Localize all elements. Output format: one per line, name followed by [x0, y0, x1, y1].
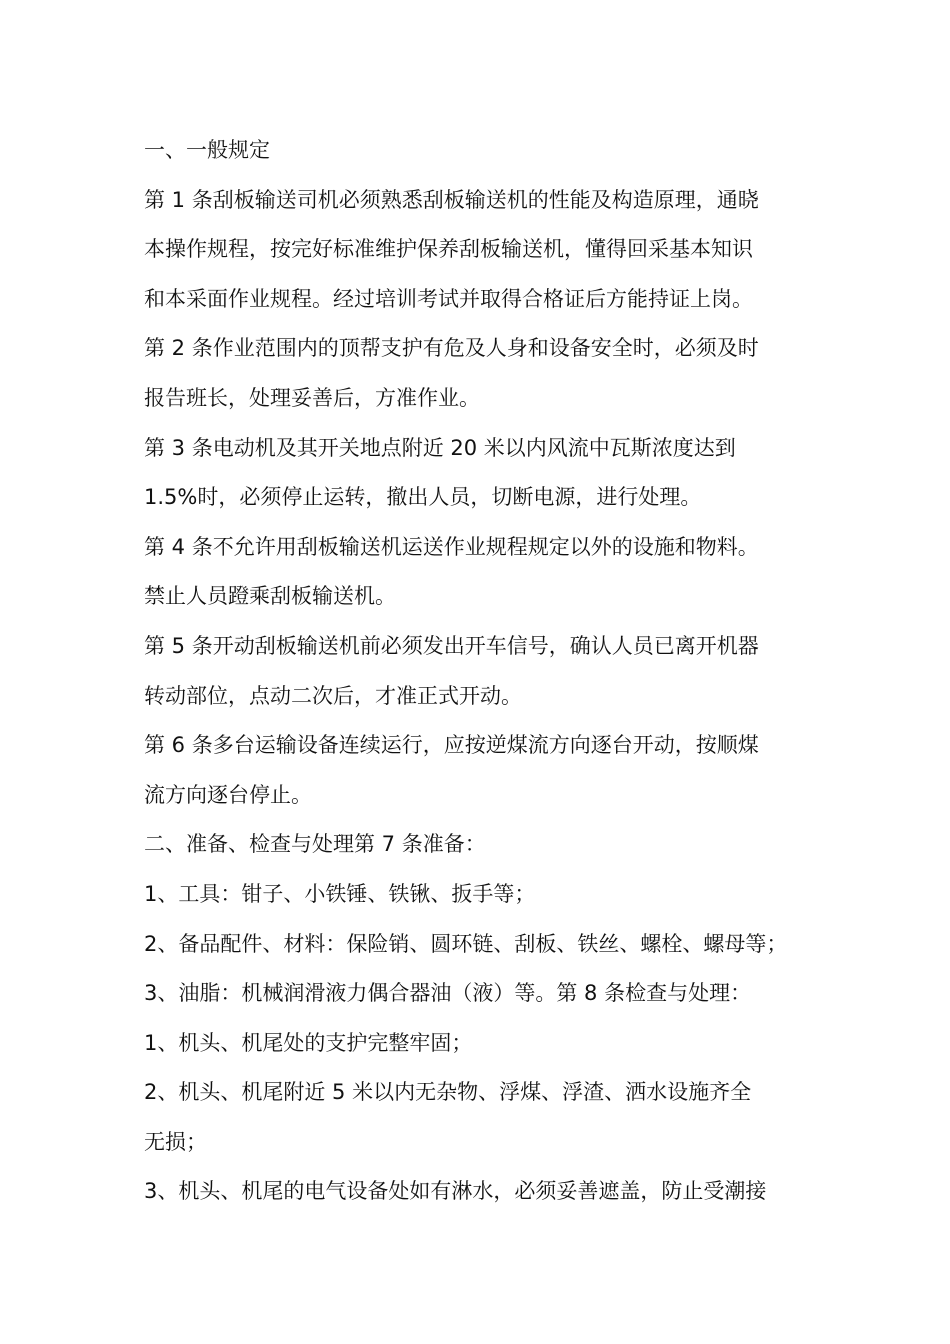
list-item: 3、机头、机尾的电气设备处如有淋水，必须妥善遮盖，防止受潮接 [144, 1179, 767, 1204]
list-item: 2、机头、机尾附近 5 米以内无杂物、浮煤、浮渣、洒水设施齐全 [144, 1080, 752, 1105]
paragraph-line: 流方向逐台停止。 [144, 782, 312, 807]
list-item: 3、油脂：机械润滑液力偶合器油（液）等。第 8 条检查与处理： [144, 981, 752, 1006]
list-item: 1、工具：钳子、小铁锤、铁锹、扳手等； [144, 881, 536, 906]
list-item: 2、备品配件、材料：保险销、圆环链、刮板、铁丝、螺栓、螺母等； [144, 931, 788, 956]
list-item: 1、机头、机尾处的支护完整牢固； [144, 1030, 473, 1055]
paragraph-line: 本操作规程，按完好标准维护保养刮板输送机，懂得回采基本知识 [144, 237, 753, 262]
section-heading-general-rules: 一、一般规定 [144, 138, 270, 162]
paragraph-line: 和本采面作业规程。经过培训考试并取得合格证后方能持证上岗。 [144, 286, 753, 311]
paragraph-line: 1.5%时，必须停止运转，撤出人员，切断电源，进行处理。 [144, 485, 702, 510]
paragraph-line: 第 2 条作业范围内的顶帮支护有危及人身和设备安全时，必须及时 [144, 336, 759, 361]
paragraph-line: 报告班长，处理妥善后，方准作业。 [144, 385, 480, 410]
paragraph-line: 第 5 条开动刮板输送机前必须发出开车信号，确认人员已离开机器 [144, 633, 759, 658]
paragraph-line: 转动部位，点动二次后，才准正式开动。 [144, 683, 522, 708]
paragraph-line: 第 3 条电动机及其开关地点附近 20 米以内风流中瓦斯浓度达到 [144, 435, 736, 460]
paragraph-line: 第 6 条多台运输设备连续运行，应按逆煤流方向逐台开动，按顺煤 [144, 733, 759, 758]
paragraph-line: 第 1 条刮板输送司机必须熟悉刮板输送机的性能及构造原理，通晓 [144, 187, 759, 212]
paragraph-line: 第 4 条不允许用刮板输送机运送作业规程规定以外的设施和物料。 [144, 534, 759, 559]
list-item: 无损； [144, 1129, 207, 1154]
document-body [144, 126, 820, 1217]
section-heading-preparation: 二、准备、检查与处理第 7 条准备： [144, 832, 486, 857]
paragraph-line: 禁止人员蹬乘刮板输送机。 [144, 584, 396, 609]
